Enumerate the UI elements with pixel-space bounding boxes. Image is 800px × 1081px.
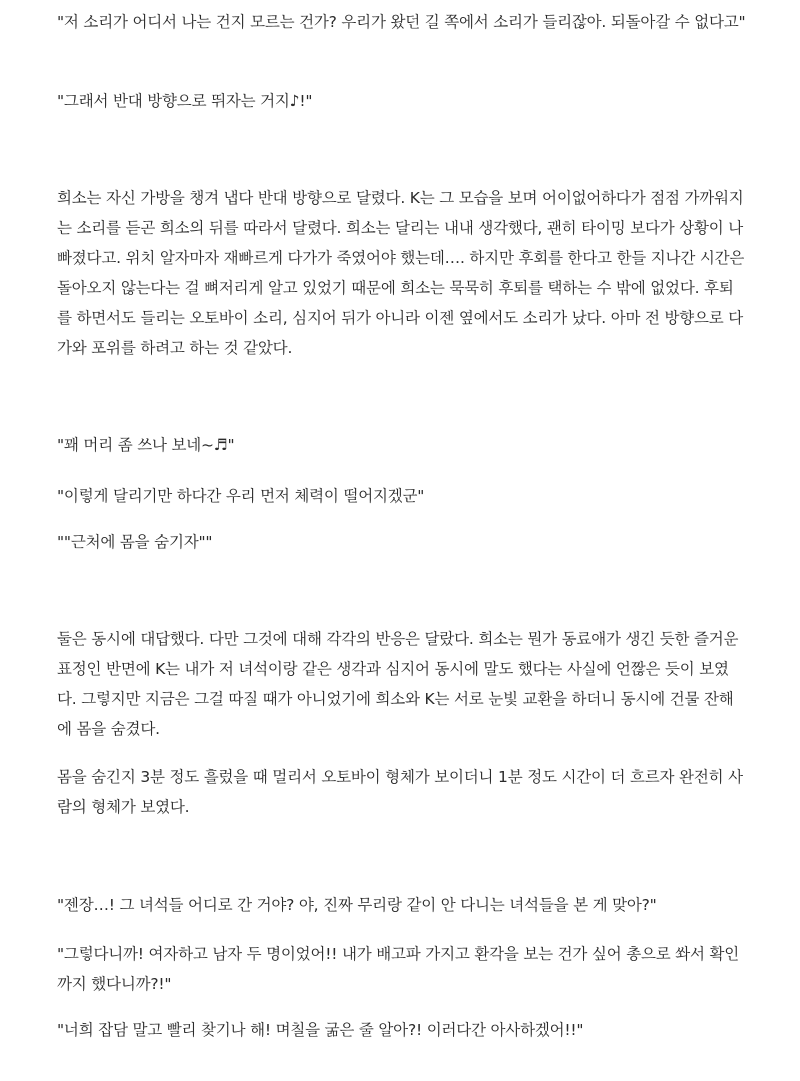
story-paragraph: "이렇게 달리기만 하다간 우리 먼저 체력이 떨어지겠군" [57, 487, 425, 505]
story-paragraph: "너희 잡담 말고 빨리 찾기나 해! 며칠을 굶은 줄 알아?! 이러다간 아사하겠어!!" [57, 1021, 584, 1039]
story-paragraph: "젠장…! 그 녀석들 어디로 간 거야? 야, 진짜 무리랑 같이 안 다니는 녀석들을 본 게 맞아?" [57, 896, 657, 914]
story-paragraph: "그래서 반대 방향으로 뛰자는 거지♪!" [57, 92, 313, 110]
story-paragraph: "저 소리가 어디서 나는 건지 모르는 건가? 우리가 왔던 길 쪽에서 소리가 들리잖아. 되돌아갈 수 없다고" [57, 13, 746, 31]
story-paragraph: 희소는 자신 가방을 챙겨 냅다 반대 방향으로 달렸다. K는 그 모습을 보며 어이없어하다가 점점 가까워지는 소리를 듣곤 희소의 뒤를 따라서 달렸다. 희소는 달리는 내내 생각했다, 괜히 타이밍 보다가 상황이 나빠졌다고. 위치 알자마자 재빠르게 다가가 죽였어야 했는데…. 하지만 후회를 한다고 한들 지나간 시간은 돌아오지 않는다는 걸 뼈저리게 알고 있었기 때문에 희소는 묵묵히 후퇴를 택하는 수 밖에 없었다. 후퇴를 하면서도 들리는 오토바이 소리, 심지어 뒤가 아니라 이젠 옆에서도 소리가 났다. 아마 전 방향으로 다가와 포위를 하려고 하는 것 같았다. [57, 189, 745, 357]
story-paragraph: "꽤 머리 좀 쓰나 보네~♬" [57, 436, 235, 454]
story-paragraph: 몸을 숨긴지 3분 정도 흘렀을 때 멀리서 오토바이 형체가 보이더니 1분 정도 시간이 더 흐르자 완전히 사람의 형체가 보였다. [57, 768, 743, 816]
story-paragraph: "그렇다니까! 여자하고 남자 두 명이었어!! 내가 배고파 가지고 환각을 보는 건가 싶어 총으로 쏴서 확인까지 했다니까?!" [57, 945, 740, 993]
story-paragraph: ""근처에 몸을 숨기자"" [57, 533, 213, 551]
story-paragraph: 둘은 동시에 대답했다. 다만 그것에 대해 각각의 반응은 달랐다. 희소는 뭔가 동료애가 생긴 듯한 즐거운 표정인 반면에 K는 내가 저 녀석이랑 같은 생각과 심지어 동시에 말도 했다는 사실에 언짢은 듯이 보였다. 그렇지만 지금은 그걸 따질 때가 아니었기에 희소와 K는 서로 눈빛 교환을 하더니 동시에 건물 잔해에 몸을 숨겼다. [57, 630, 739, 738]
